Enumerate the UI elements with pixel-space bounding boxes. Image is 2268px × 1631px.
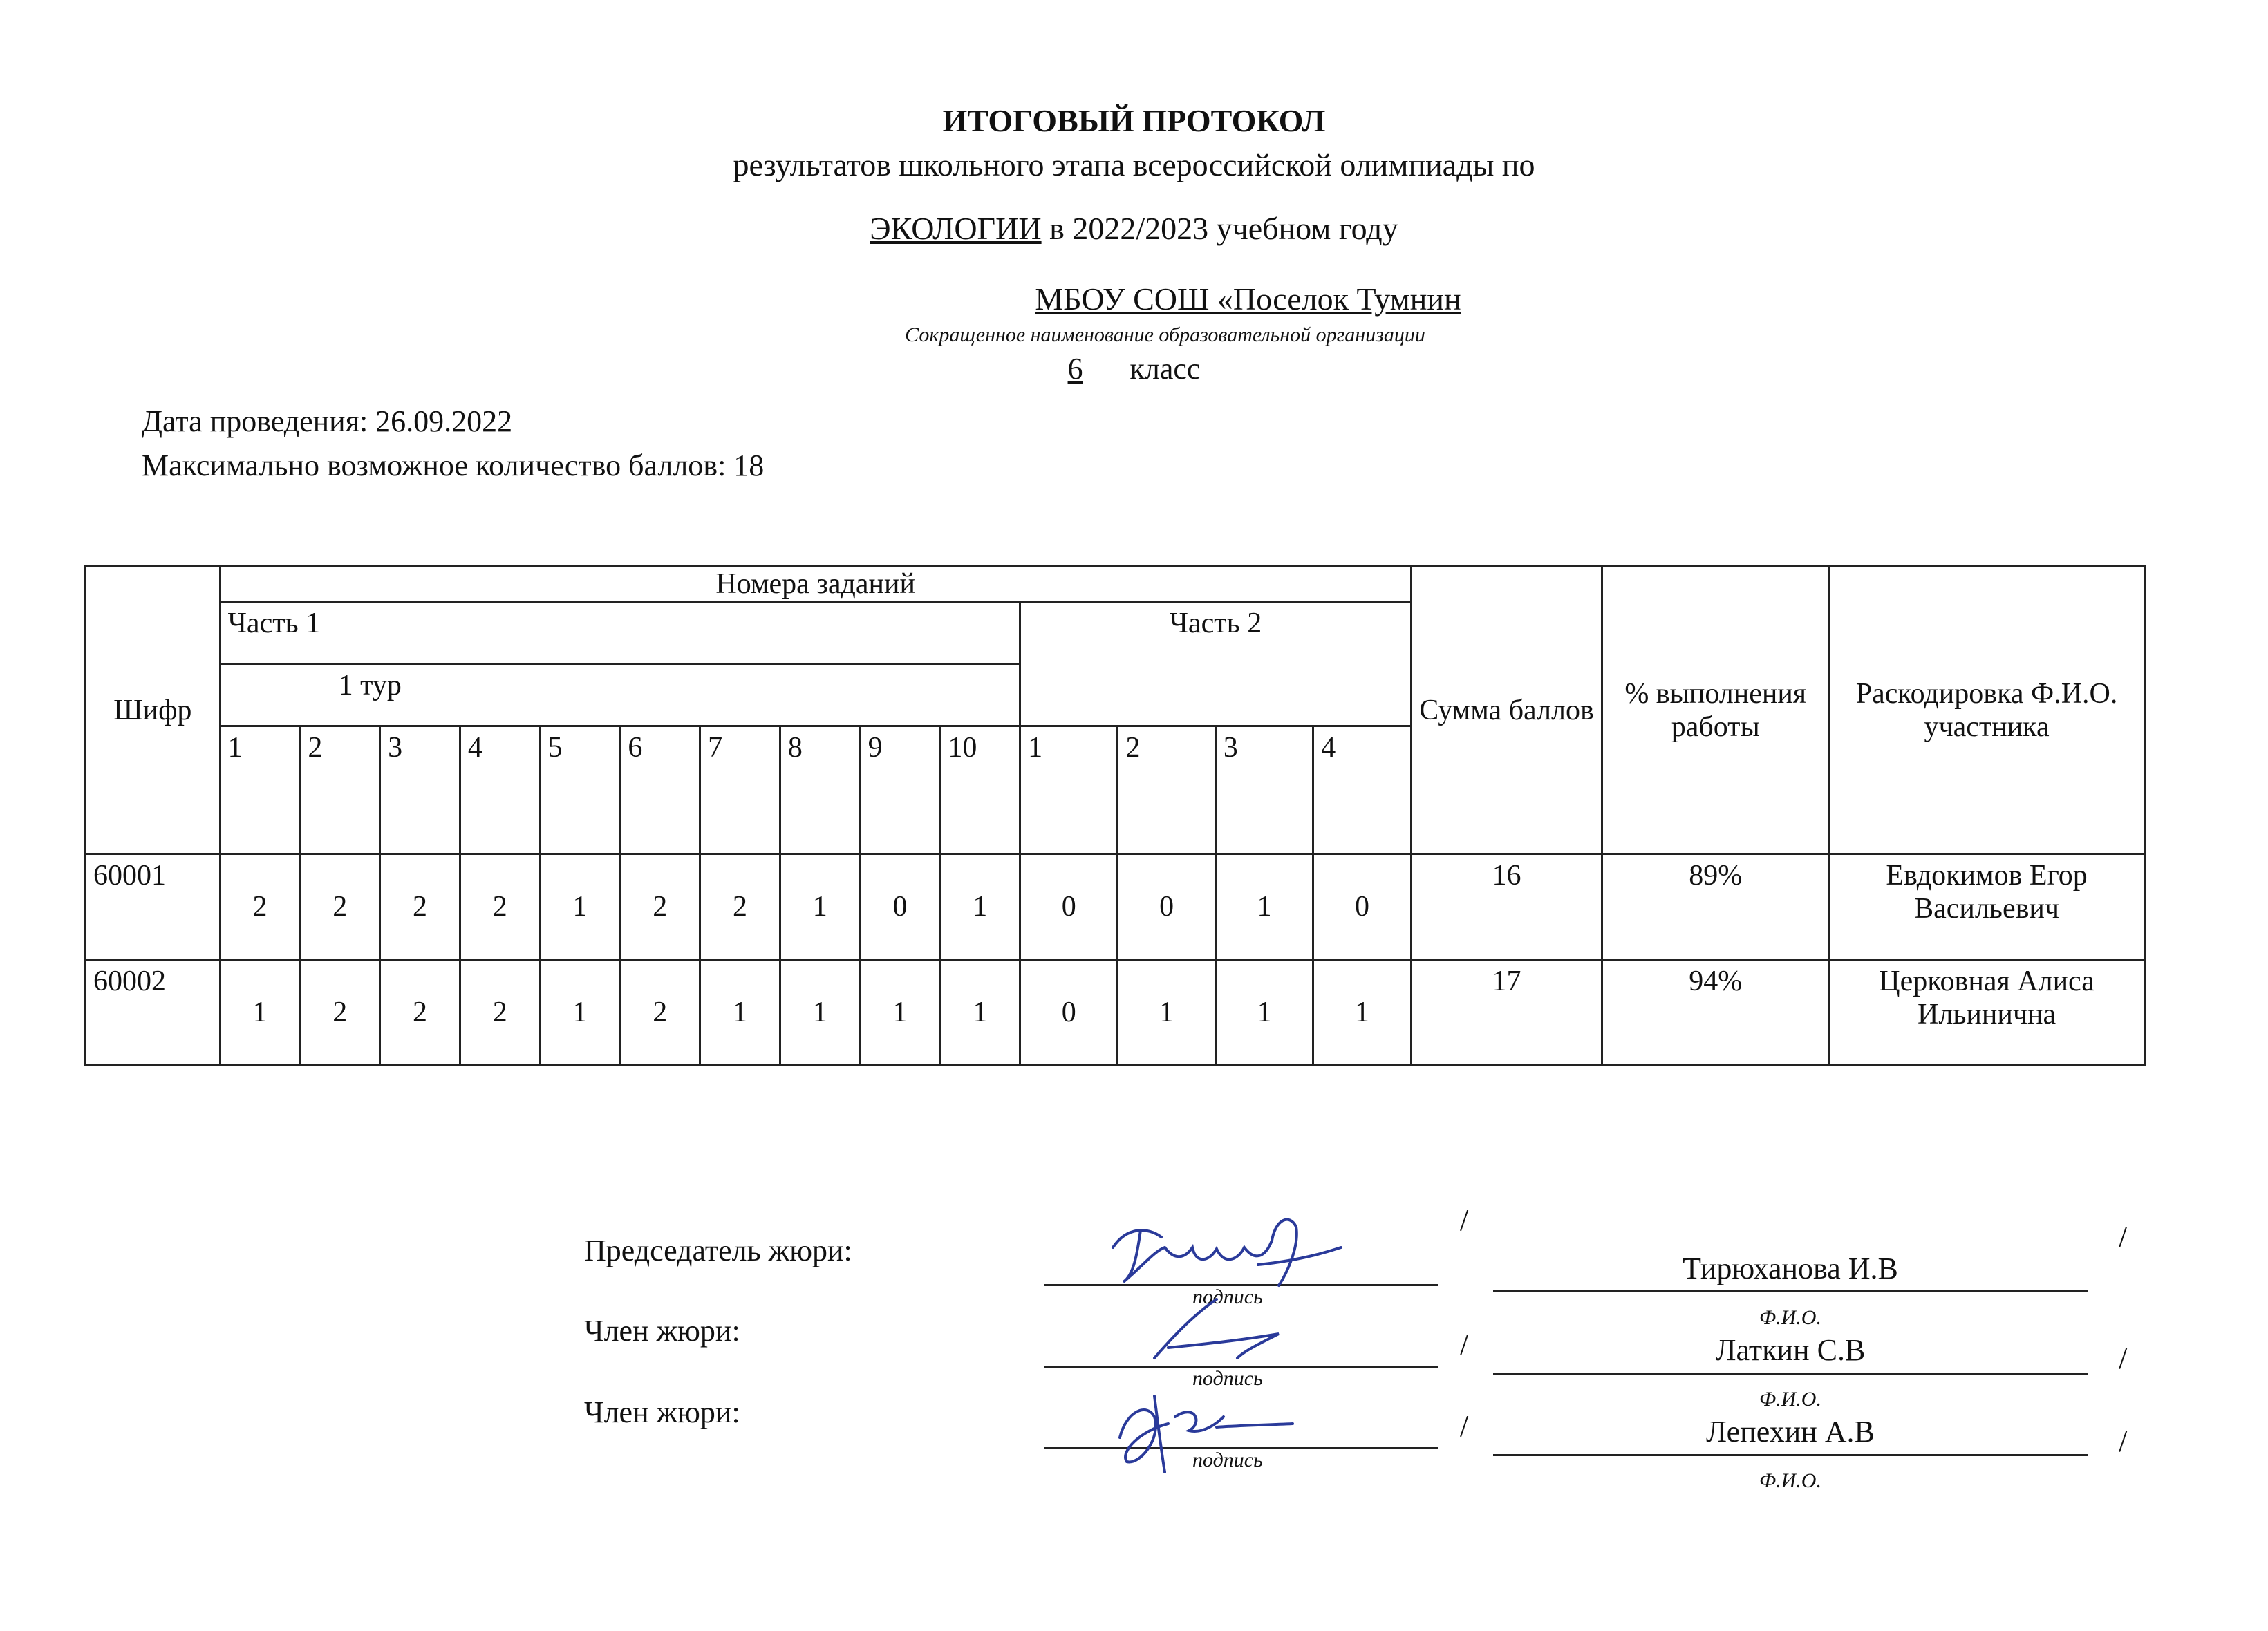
task-number: 5	[540, 726, 620, 854]
tasks-header: Номера заданий	[220, 567, 1411, 602]
part1-header: Часть 1	[220, 602, 1020, 664]
document-title: ИТОГОВЫЙ ПРОТОКОЛ	[942, 103, 1326, 138]
subject-name: ЭКОЛОГИИ	[870, 211, 1042, 246]
table-row	[86, 960, 2145, 1066]
task-number: 6	[620, 726, 700, 854]
score-cell: 1	[220, 960, 300, 1066]
slash: /	[2119, 1341, 2128, 1375]
part2-header: Часть 2	[1020, 602, 1412, 726]
score-cell: 2	[300, 854, 380, 960]
sum-cell: 17	[1411, 960, 1602, 1066]
score-cell: 1	[780, 960, 860, 1066]
task-number: 2	[1118, 726, 1215, 854]
grade-label: класс	[1130, 352, 1201, 386]
score-cell: 1	[1215, 960, 1313, 1066]
member2-fio-line	[1493, 1454, 2088, 1456]
member1-sign-hint: подпись	[1192, 1367, 1263, 1390]
event-date: Дата проведения: 26.09.2022	[142, 404, 513, 438]
percent-cell: 89%	[1602, 854, 1829, 960]
chair-signature-image	[1099, 1199, 1348, 1296]
chair-sign-hint: подпись	[1192, 1285, 1263, 1308]
slash: /	[2119, 1220, 2128, 1254]
score-cell: 2	[620, 960, 700, 1066]
percent-cell: 94%	[1602, 960, 1829, 1066]
member2-sign-hint: подпись	[1192, 1449, 1263, 1471]
chair-fio-line	[1493, 1290, 2088, 1292]
member1-signature-image	[1099, 1292, 1306, 1368]
grade-line	[0, 351, 2268, 386]
score-cell: 0	[1020, 854, 1118, 960]
task-number: 4	[1313, 726, 1412, 854]
sum-cell: 16	[1411, 854, 1602, 960]
score-cell: 1	[540, 854, 620, 960]
task-number: 9	[860, 726, 940, 854]
participant-name: Евдокимов Егор Васильевич	[1829, 854, 2145, 960]
task-number: 4	[460, 726, 540, 854]
chair-label: Председатель жюри:	[584, 1234, 852, 1267]
slash: /	[1460, 1409, 1469, 1443]
slash: /	[1460, 1328, 1469, 1361]
task-number: 1	[1020, 726, 1118, 854]
school-hint: Сокращенное наименование образовательной организации	[905, 323, 1425, 346]
score-cell: 1	[780, 854, 860, 960]
score-cell: 1	[700, 960, 780, 1066]
col-code-header: Шифр	[86, 567, 221, 854]
score-cell: 2	[700, 854, 780, 960]
school-name: МБОУ СОШ «Поселок Тумнин	[1035, 281, 1461, 317]
member2-name: Лепехин А.В	[1706, 1415, 1875, 1449]
max-score: Максимально возможное количество баллов: 18	[142, 449, 765, 482]
score-cell: 0	[1118, 854, 1215, 960]
score-cell: 1	[1118, 960, 1215, 1066]
score-cell: 2	[620, 854, 700, 960]
round1-header: 1 тур	[220, 664, 1020, 726]
score-cell: 1	[860, 960, 940, 1066]
member1-fio-line	[1493, 1373, 2088, 1375]
task-number: 10	[940, 726, 1020, 854]
task-number: 8	[780, 726, 860, 854]
score-cell: 1	[940, 960, 1020, 1066]
task-number: 1	[220, 726, 300, 854]
score-cell: 2	[460, 960, 540, 1066]
results-table	[84, 565, 2146, 1066]
score-cell: 1	[540, 960, 620, 1066]
subject-year: в 2022/2023 учебном году	[1049, 211, 1398, 246]
chair-name: Тирюханова И.В	[1683, 1252, 1898, 1285]
member2-fio-hint: Ф.И.О.	[1759, 1469, 1821, 1492]
score-cell: 1	[940, 854, 1020, 960]
score-cell: 2	[380, 960, 460, 1066]
score-cell: 0	[1020, 960, 1118, 1066]
slash: /	[2119, 1424, 2128, 1458]
participant-name: Церковная Алиса Ильинична	[1829, 960, 2145, 1066]
score-cell: 2	[460, 854, 540, 960]
subject-line	[0, 210, 2268, 247]
score-cell: 2	[300, 960, 380, 1066]
col-name-header: Раскодировка Ф.И.О. участника	[1829, 567, 2145, 854]
task-number: 7	[700, 726, 780, 854]
score-cell: 0	[1313, 854, 1412, 960]
participant-code: 60002	[86, 960, 221, 1066]
col-sum-header: Сумма баллов	[1411, 567, 1602, 854]
member2-label: Член жюри:	[584, 1395, 740, 1429]
task-number: 3	[380, 726, 460, 854]
score-cell: 2	[380, 854, 460, 960]
chair-fio-hint: Ф.И.О.	[1759, 1306, 1821, 1329]
col-percent-header: % выполнения работы	[1602, 567, 1829, 854]
grade-number: 6	[1067, 352, 1083, 386]
member1-fio-hint: Ф.И.О.	[1759, 1388, 1821, 1411]
member1-name: Латкин С.В	[1715, 1333, 1866, 1367]
task-number: 3	[1215, 726, 1313, 854]
slash: /	[1460, 1203, 1469, 1237]
document-subtitle: результатов школьного этапа всероссийской олимпиады по	[733, 147, 1535, 182]
table-row	[86, 854, 2145, 960]
score-cell: 0	[860, 854, 940, 960]
participant-code: 60001	[86, 854, 221, 960]
task-number: 2	[300, 726, 380, 854]
score-cell: 1	[1215, 854, 1313, 960]
score-cell: 1	[1313, 960, 1412, 1066]
score-cell: 2	[220, 854, 300, 960]
member1-label: Член жюри:	[584, 1314, 740, 1348]
